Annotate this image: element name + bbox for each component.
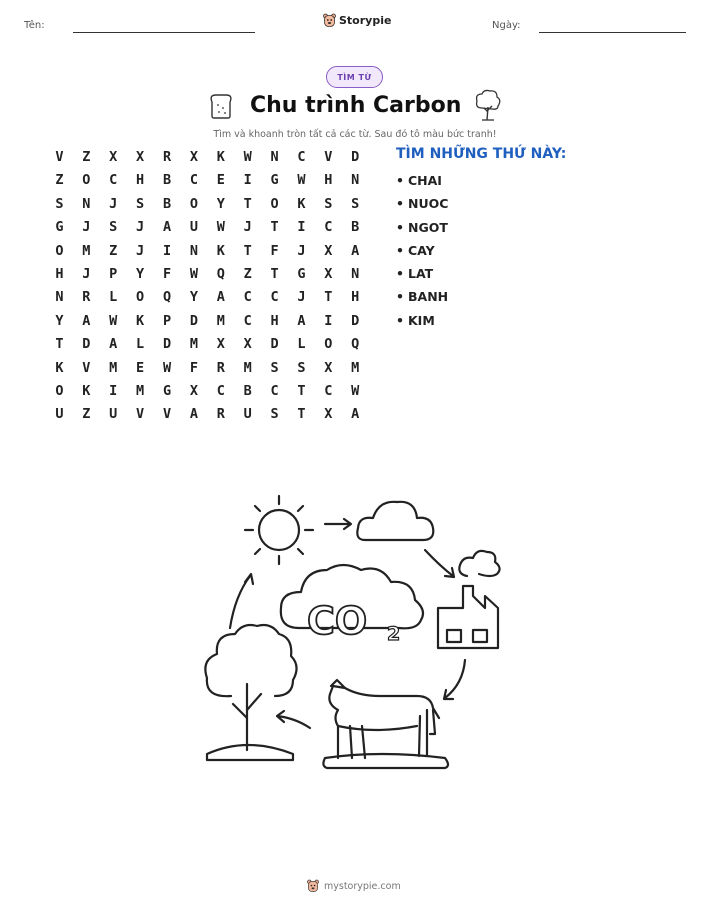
grid-cell[interactable]: R xyxy=(216,359,225,376)
grid-cell[interactable]: M xyxy=(351,359,360,376)
grid-cell[interactable]: T xyxy=(243,195,252,212)
grid-cell[interactable]: L xyxy=(297,336,306,353)
tree-illustration xyxy=(205,625,296,696)
grid-cell[interactable]: D xyxy=(270,336,279,353)
arrow-cloud-to-factory xyxy=(425,550,454,577)
grid-cell[interactable]: V xyxy=(55,149,64,165)
grid-cell[interactable]: M xyxy=(82,242,91,259)
grid-cell[interactable]: S xyxy=(109,219,118,236)
grid-cell[interactable]: C xyxy=(216,382,225,399)
grid-cell[interactable]: O xyxy=(324,336,333,353)
grid-cell[interactable]: D xyxy=(351,149,360,165)
grid-cell[interactable]: S xyxy=(55,195,64,212)
small-cloud-icon xyxy=(357,502,433,540)
grid-cell[interactable]: J xyxy=(82,219,91,236)
tree-icon xyxy=(472,88,504,122)
grid-cell[interactable]: I xyxy=(109,382,118,399)
grid-cell[interactable]: H xyxy=(270,312,279,329)
grid-cell[interactable]: P xyxy=(162,312,172,329)
grid-cell[interactable]: O xyxy=(136,289,145,306)
grid-cell[interactable]: J xyxy=(109,195,118,212)
grid-cell[interactable]: X xyxy=(136,149,145,165)
footer-url: mystorypie.com xyxy=(324,880,401,892)
grid-cell[interactable]: M xyxy=(216,312,225,329)
grid-cell[interactable]: D xyxy=(189,312,198,329)
grid-cell[interactable]: W xyxy=(189,265,198,282)
grid-cell[interactable]: W xyxy=(297,172,306,189)
grid-cell[interactable]: W xyxy=(162,359,172,376)
page-title: Chu trình Carbon xyxy=(250,93,462,118)
grid-cell[interactable]: C xyxy=(324,219,333,236)
grid-cell[interactable]: R xyxy=(82,289,91,306)
date-label: Ngày: xyxy=(492,20,521,31)
grid-cell[interactable]: P xyxy=(109,265,118,282)
grid-cell[interactable]: J xyxy=(243,219,252,236)
grid-cell[interactable]: W xyxy=(351,382,360,399)
bullet: • xyxy=(396,173,404,188)
grid-cell[interactable]: S xyxy=(297,359,306,376)
word-list-item xyxy=(396,242,448,265)
grid-cell[interactable]: J xyxy=(82,265,91,282)
bullet: • xyxy=(396,289,404,305)
grid-cell[interactable]: F xyxy=(162,265,172,282)
grid-cell[interactable]: N xyxy=(189,242,198,259)
grid-cell[interactable]: A xyxy=(189,406,198,423)
grid-cell[interactable]: O xyxy=(55,242,64,259)
grid-cell[interactable]: B xyxy=(243,382,252,399)
grid-cell[interactable]: C xyxy=(243,312,252,329)
grid-cell[interactable]: N xyxy=(270,149,279,165)
word-list-item xyxy=(396,172,448,195)
grid-cell[interactable]: X xyxy=(109,149,118,165)
grid-cell[interactable]: T xyxy=(243,242,252,259)
grid-cell[interactable]: X xyxy=(189,382,198,399)
grid-cell[interactable]: G xyxy=(55,219,64,236)
grid-cell[interactable]: X xyxy=(324,242,333,259)
grid-cell[interactable]: G xyxy=(297,265,306,282)
svg-text:2: 2 xyxy=(387,623,401,645)
grid-cell[interactable]: E xyxy=(216,172,225,189)
carbon-cycle-illustration xyxy=(195,488,515,778)
word-list xyxy=(396,172,448,335)
co2-icon xyxy=(307,599,400,645)
bear-mascot-icon xyxy=(323,13,336,28)
word-search-grid[interactable] xyxy=(46,146,369,427)
grid-cell[interactable]: O xyxy=(270,195,279,212)
grid-cell[interactable]: T xyxy=(270,265,279,282)
grid-cell[interactable]: R xyxy=(162,149,172,165)
worksheet-type-badge: TÌM TỪ xyxy=(326,66,383,88)
grid-cell[interactable]: X xyxy=(216,336,225,353)
grid-cell[interactable]: Q xyxy=(162,289,172,306)
grid-cell[interactable]: Y xyxy=(216,195,225,212)
grid-cell[interactable]: K xyxy=(55,359,64,376)
grid-cell[interactable]: Y xyxy=(55,312,64,329)
grid-cell[interactable]: O xyxy=(82,172,91,189)
grid-cell[interactable]: J xyxy=(297,289,306,306)
arrow-sun-to-cloud xyxy=(325,519,351,529)
grid-cell[interactable]: E xyxy=(136,359,145,376)
arrow-cow-to-tree xyxy=(277,711,310,728)
grid-cell[interactable]: X xyxy=(243,336,252,353)
word-list-item xyxy=(396,219,448,242)
grid-cell[interactable]: F xyxy=(270,242,279,259)
grid-cell[interactable]: T xyxy=(297,406,306,423)
grid-cell[interactable]: N xyxy=(82,195,91,212)
arrow-tree-to-sun xyxy=(230,574,253,628)
grid-cell[interactable]: K xyxy=(216,242,225,259)
word-text: NUOC xyxy=(408,196,449,212)
word-list-item xyxy=(396,288,448,311)
grid-cell[interactable]: H xyxy=(351,289,360,306)
grid-cell[interactable]: O xyxy=(189,195,198,212)
grid-cell[interactable]: J xyxy=(136,219,145,236)
grid-cell[interactable]: I xyxy=(297,219,306,236)
ground-tree xyxy=(207,745,293,760)
grid-cell[interactable]: C xyxy=(324,382,333,399)
word-list-title: TÌM NHỮNG THỨ NÀY: xyxy=(396,146,567,162)
grid-cell[interactable]: A xyxy=(162,219,172,236)
instructions: Tìm và khoanh tròn tất cả các từ. Sau đó tô màu bức tranh! xyxy=(213,129,497,140)
ground-cow xyxy=(323,754,448,768)
grid-cell[interactable]: J xyxy=(297,242,306,259)
grid-cell[interactable]: D xyxy=(351,312,360,329)
grid-cell[interactable]: Q xyxy=(216,265,225,282)
grid-cell[interactable]: G xyxy=(162,382,172,399)
word-list-item xyxy=(396,195,448,218)
grid-cell[interactable]: U xyxy=(55,406,64,423)
grid-cell[interactable]: W xyxy=(109,312,118,329)
grid-cell[interactable]: C xyxy=(270,382,279,399)
grid-cell[interactable]: I xyxy=(324,312,333,329)
grid-cell[interactable]: X xyxy=(324,359,333,376)
word-text: CAY xyxy=(408,242,435,258)
bullet: • xyxy=(396,266,404,282)
grid-cell[interactable]: Z xyxy=(82,406,91,423)
grid-cell[interactable]: N xyxy=(351,265,360,282)
grid-cell[interactable]: Z xyxy=(109,242,118,259)
grid-cell[interactable]: H xyxy=(136,172,145,189)
word-text: NGOT xyxy=(408,219,448,235)
grid-cell[interactable]: L xyxy=(136,336,145,353)
grid-cell[interactable]: V xyxy=(162,406,172,423)
grid-cell[interactable]: S xyxy=(324,195,333,212)
grid-cell[interactable]: T xyxy=(55,336,64,353)
word-list-item xyxy=(396,265,448,288)
grid-cell[interactable]: F xyxy=(189,359,198,376)
grid-cell[interactable]: K xyxy=(136,312,145,329)
grid-cell[interactable]: O xyxy=(55,382,64,399)
svg-text:CO: CO xyxy=(307,599,368,643)
grid-cell[interactable]: J xyxy=(136,242,145,259)
grid-cell[interactable]: C xyxy=(297,149,306,165)
grid-cell[interactable]: A xyxy=(297,312,306,329)
grid-cell[interactable]: U xyxy=(109,406,118,423)
grid-cell[interactable]: D xyxy=(162,336,172,353)
brand-name: Storypie xyxy=(339,14,392,27)
grid-cell[interactable]: Z xyxy=(243,265,252,282)
grid-cell[interactable]: W xyxy=(216,219,225,236)
name-line[interactable] xyxy=(73,32,255,33)
grid-cell[interactable]: T xyxy=(270,219,279,236)
grid-cell[interactable]: I xyxy=(162,242,172,259)
word-text: KIM xyxy=(408,312,435,328)
name-label: Tên: xyxy=(24,20,45,31)
grid-cell[interactable]: B xyxy=(162,172,172,189)
grid-cell[interactable]: X xyxy=(189,149,198,165)
grid-cell[interactable]: I xyxy=(243,172,252,189)
grid-cell[interactable]: K xyxy=(216,149,225,165)
grid-cell[interactable]: D xyxy=(82,336,91,353)
grid-cell[interactable]: V xyxy=(136,406,145,423)
grid-cell[interactable]: H xyxy=(55,265,64,282)
grid-cell[interactable]: Y xyxy=(189,289,198,306)
bullet: • xyxy=(396,242,404,258)
grid-cell[interactable]: S xyxy=(270,359,279,376)
grid-cell[interactable]: H xyxy=(324,172,333,189)
grid-cell[interactable]: A xyxy=(109,336,118,353)
grid-cell[interactable]: C xyxy=(243,289,252,306)
grid-cell[interactable]: V xyxy=(324,149,333,165)
grid-cell[interactable]: M xyxy=(189,336,198,353)
grid-cell[interactable]: V xyxy=(82,359,91,376)
grid-cell[interactable]: C xyxy=(109,172,118,189)
grid-cell[interactable]: K xyxy=(297,195,306,212)
grid-cell[interactable]: A xyxy=(82,312,91,329)
grid-cell[interactable]: Z xyxy=(82,149,91,165)
grid-cell[interactable]: S xyxy=(136,195,145,212)
grid-cell[interactable]: Z xyxy=(55,172,64,189)
footer xyxy=(307,879,401,893)
grid-cell[interactable]: U xyxy=(243,406,252,423)
date-line[interactable] xyxy=(539,32,686,33)
toast-icon xyxy=(206,92,236,120)
grid-cell[interactable]: K xyxy=(82,382,91,399)
grid-cell[interactable]: C xyxy=(189,172,198,189)
word-list-item xyxy=(396,312,448,335)
grid-cell[interactable]: T xyxy=(297,382,306,399)
grid-cell[interactable]: W xyxy=(243,149,252,165)
grid-cell[interactable]: M xyxy=(136,382,145,399)
grid-cell[interactable]: T xyxy=(324,289,333,306)
word-text: CHAI xyxy=(408,173,442,188)
grid-cell[interactable]: U xyxy=(189,219,198,236)
bear-mascot-footer-icon xyxy=(307,879,319,893)
grid-cell[interactable]: S xyxy=(351,195,360,212)
grid-cell[interactable]: B xyxy=(351,219,360,236)
bullet: • xyxy=(396,196,404,212)
grid-cell[interactable]: M xyxy=(109,359,118,376)
arrow-factory-to-cow xyxy=(444,660,465,699)
grid-cell[interactable]: Q xyxy=(351,336,360,353)
sun-icon xyxy=(245,496,313,564)
word-text: BANH xyxy=(408,289,449,305)
grid-cell[interactable]: G xyxy=(270,172,279,189)
grid-cell[interactable]: L xyxy=(109,289,118,306)
grid-cell[interactable]: X xyxy=(324,265,333,282)
grid-cell[interactable]: M xyxy=(243,359,252,376)
word-text: LAT xyxy=(408,266,434,282)
grid-cell[interactable]: A xyxy=(216,289,225,306)
grid-cell[interactable]: A xyxy=(351,242,360,259)
grid-cell[interactable]: N xyxy=(55,289,64,306)
bullet: • xyxy=(396,312,404,328)
cow-icon xyxy=(329,680,439,758)
grid-cell[interactable]: X xyxy=(324,406,333,423)
grid-cell[interactable]: S xyxy=(270,406,279,423)
smoke-icon xyxy=(459,551,499,576)
grid-cell[interactable]: N xyxy=(351,172,360,189)
grid-cell[interactable]: B xyxy=(162,195,172,212)
grid-cell[interactable]: R xyxy=(216,406,225,423)
brand-logo xyxy=(323,13,391,28)
bullet: • xyxy=(396,219,404,235)
grid-cell[interactable]: A xyxy=(351,406,360,423)
grid-cell[interactable]: Y xyxy=(136,265,145,282)
grid-cell[interactable]: C xyxy=(270,289,279,306)
